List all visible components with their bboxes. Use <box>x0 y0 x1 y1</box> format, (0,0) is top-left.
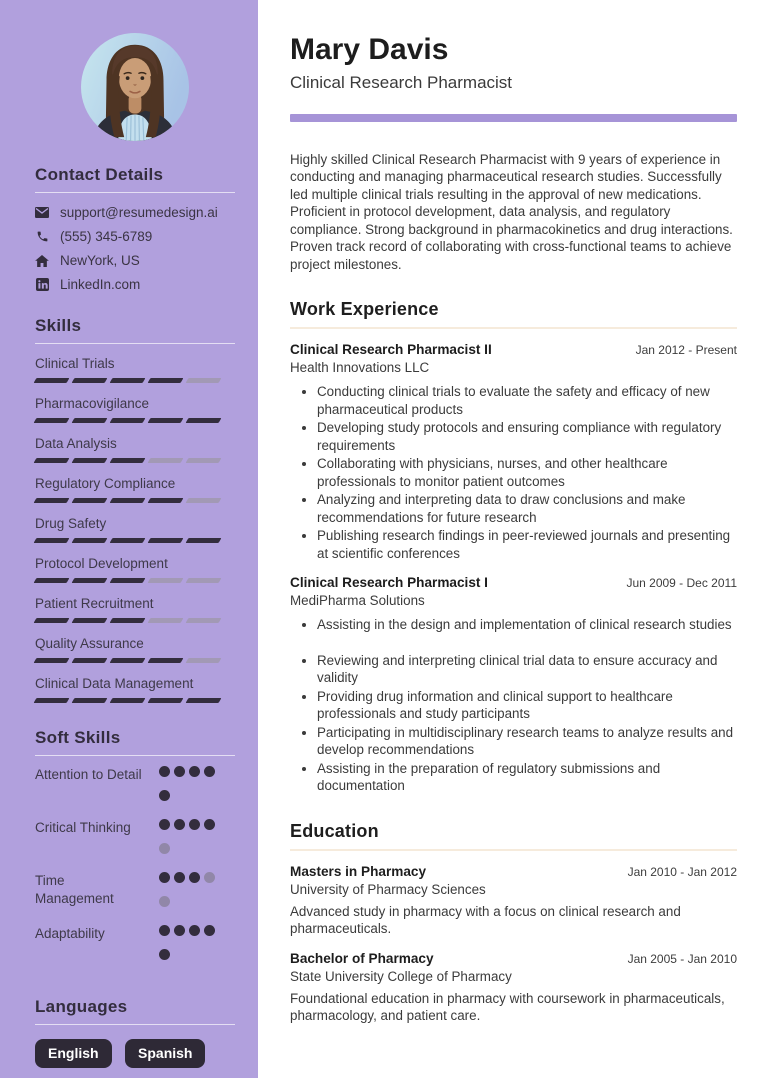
soft-skills-list <box>35 766 235 973</box>
skill-level-bar <box>35 658 235 664</box>
soft-skill-name: Time Management <box>35 873 114 906</box>
skill-name: Regulatory Compliance <box>35 476 176 491</box>
professional-summary: Highly skilled Clinical Research Pharmacist with 9 years of experience in conducting and managing pharmaceutical research studies. Successfully led multiple clinical trials resulting in the approval of new medications. Proficient in protocol development, data analysis, and regulatory compliance. Strong background in pharmacokinetics and drug interactions. Proven track record of collaborating with cross-functional teams to achieve project milestones. <box>290 151 733 272</box>
job-title: Clinical Research Pharmacist I <box>290 575 488 590</box>
job-dates: Jan 2012 - Present <box>635 343 737 357</box>
job-entry <box>290 575 737 795</box>
skills-section <box>35 316 235 704</box>
accent-divider <box>290 114 737 122</box>
contact-section <box>35 165 235 292</box>
soft-skills-heading: Soft Skills <box>35 728 235 756</box>
job-company: Health Innovations LLC <box>290 360 430 375</box>
sidebar <box>0 0 258 1078</box>
soft-skill-name: Adaptability <box>35 926 105 941</box>
avatar <box>81 33 189 141</box>
soft-skill-item <box>35 819 235 867</box>
contact-heading: Contact Details <box>35 165 235 193</box>
language-pill: English <box>35 1039 112 1068</box>
job-bullet: • Developing study protocols and ensuring compliance with regulatory requirements <box>317 419 737 454</box>
skill-level-bar <box>35 618 235 624</box>
skill-item <box>35 356 235 384</box>
job-bullet: • Reviewing and interpreting clinical trial data to ensure accuracy and validity <box>317 652 737 687</box>
job-bullet: • Participating in multidisciplinary research teams to analyze results and develop recommendations <box>317 724 737 759</box>
contact-linkedin: LinkedIn.com <box>60 277 141 292</box>
job-bullet: • Conducting clinical trials to evaluate the safety and efficacy of new pharmaceutical products <box>317 383 737 418</box>
soft-skill-item <box>35 925 235 973</box>
degree-dates: Jan 2010 - Jan 2012 <box>627 864 737 879</box>
language-pill: Spanish <box>125 1039 205 1068</box>
job-bullet: • Assisting in the design and implementation of clinical research studies <box>317 616 737 634</box>
job-entry <box>290 342 737 562</box>
skill-level-bar <box>35 378 235 384</box>
skill-name: Data Analysis <box>35 436 117 451</box>
job-bullet: • Assisting in the preparation of regulatory submissions and documentation <box>317 760 737 795</box>
skill-item <box>35 476 235 504</box>
education-entry <box>290 951 737 1025</box>
skill-item <box>35 396 235 424</box>
languages-list <box>35 1039 235 1068</box>
contact-item-location <box>35 253 235 268</box>
skill-item <box>35 636 235 664</box>
degree-description: Advanced study in pharmacy with a focus on clinical research and pharmaceuticals. <box>290 903 681 936</box>
linkedin-icon <box>35 278 49 292</box>
education-heading: Education <box>290 821 737 851</box>
job-dates: Jun 2009 - Dec 2011 <box>626 576 737 590</box>
degree-title: Masters in Pharmacy <box>290 863 427 879</box>
school-name: University of Pharmacy Sciences <box>290 881 486 897</box>
skill-name: Protocol Development <box>35 556 168 571</box>
person-name: Mary Davis <box>290 33 449 66</box>
degree-dates: Jan 2005 - Jan 2010 <box>627 951 737 966</box>
contact-location: NewYork, US <box>60 253 140 268</box>
job-bullet: • Providing drug information and clinical support to healthcare professionals and study participants <box>317 688 737 723</box>
contact-list <box>35 205 235 292</box>
skills-list <box>35 356 235 704</box>
work-experience-heading: Work Experience <box>290 299 737 329</box>
job-bullet: • Analyzing and interpreting data to draw conclusions and make recommendations for future research <box>317 491 737 526</box>
skill-name: Pharmacovigilance <box>35 396 150 411</box>
skill-level-bar <box>35 418 235 424</box>
soft-skill-dots <box>159 766 223 814</box>
skill-level-bar <box>35 578 235 584</box>
skill-name: Clinical Trials <box>35 356 115 371</box>
contact-item-phone[interactable] <box>35 229 235 244</box>
skill-level-bar <box>35 458 235 464</box>
profile-photo <box>81 33 189 141</box>
soft-skill-name: Critical Thinking <box>35 820 131 835</box>
skill-item <box>35 556 235 584</box>
resume-header <box>290 33 737 122</box>
email-icon <box>35 206 49 220</box>
job-title: Clinical Research Pharmacist II <box>290 342 492 357</box>
education-section <box>290 821 737 1025</box>
languages-section <box>35 997 235 1068</box>
skill-name: Clinical Data Management <box>35 676 194 691</box>
phone-icon <box>35 230 49 244</box>
skill-name: Patient Recruitment <box>35 596 154 611</box>
job-company: MediPharma Solutions <box>290 593 425 608</box>
degree-description: Foundational education in pharmacy with coursework in pharmaceuticals, pharmacology, and patient care. <box>290 990 725 1023</box>
degree-title: Bachelor of Pharmacy <box>290 950 434 966</box>
skill-name: Drug Safety <box>35 516 107 531</box>
skill-level-bar <box>35 538 235 544</box>
skill-item <box>35 436 235 464</box>
job-bullet-list <box>290 383 737 562</box>
languages-heading: Languages <box>35 997 235 1025</box>
school-name: State University College of Pharmacy <box>290 968 512 984</box>
contact-phone: (555) 345-6789 <box>60 229 153 244</box>
skill-item <box>35 596 235 624</box>
job-bullet: • Publishing research findings in peer-reviewed journals and presenting at scientific conferences <box>317 527 737 562</box>
soft-skills-section <box>35 728 235 973</box>
work-experience-section <box>290 299 737 795</box>
education-entry <box>290 864 737 938</box>
home-icon <box>35 254 49 268</box>
skill-item <box>35 516 235 544</box>
skills-heading: Skills <box>35 316 235 344</box>
main-content <box>258 0 768 1078</box>
soft-skill-dots <box>159 925 223 973</box>
soft-skill-item <box>35 872 235 920</box>
skill-name: Quality Assurance <box>35 636 144 651</box>
job-bullet: • Collaborating with physicians, nurses, and other healthcare professionals to monitor patient outcomes <box>317 455 737 490</box>
soft-skill-name: Attention to Detail <box>35 767 142 782</box>
soft-skill-dots <box>159 872 223 920</box>
contact-email: support@resumedesign.ai <box>60 205 218 220</box>
skill-level-bar <box>35 698 235 704</box>
skill-item <box>35 676 235 704</box>
contact-item-email[interactable] <box>35 205 235 220</box>
job-bullet-list <box>290 616 737 795</box>
person-title: Clinical Research Pharmacist <box>290 72 513 92</box>
soft-skill-item <box>35 766 235 814</box>
soft-skill-dots <box>159 819 223 867</box>
skill-level-bar <box>35 498 235 504</box>
contact-item-linkedin[interactable] <box>35 277 235 292</box>
